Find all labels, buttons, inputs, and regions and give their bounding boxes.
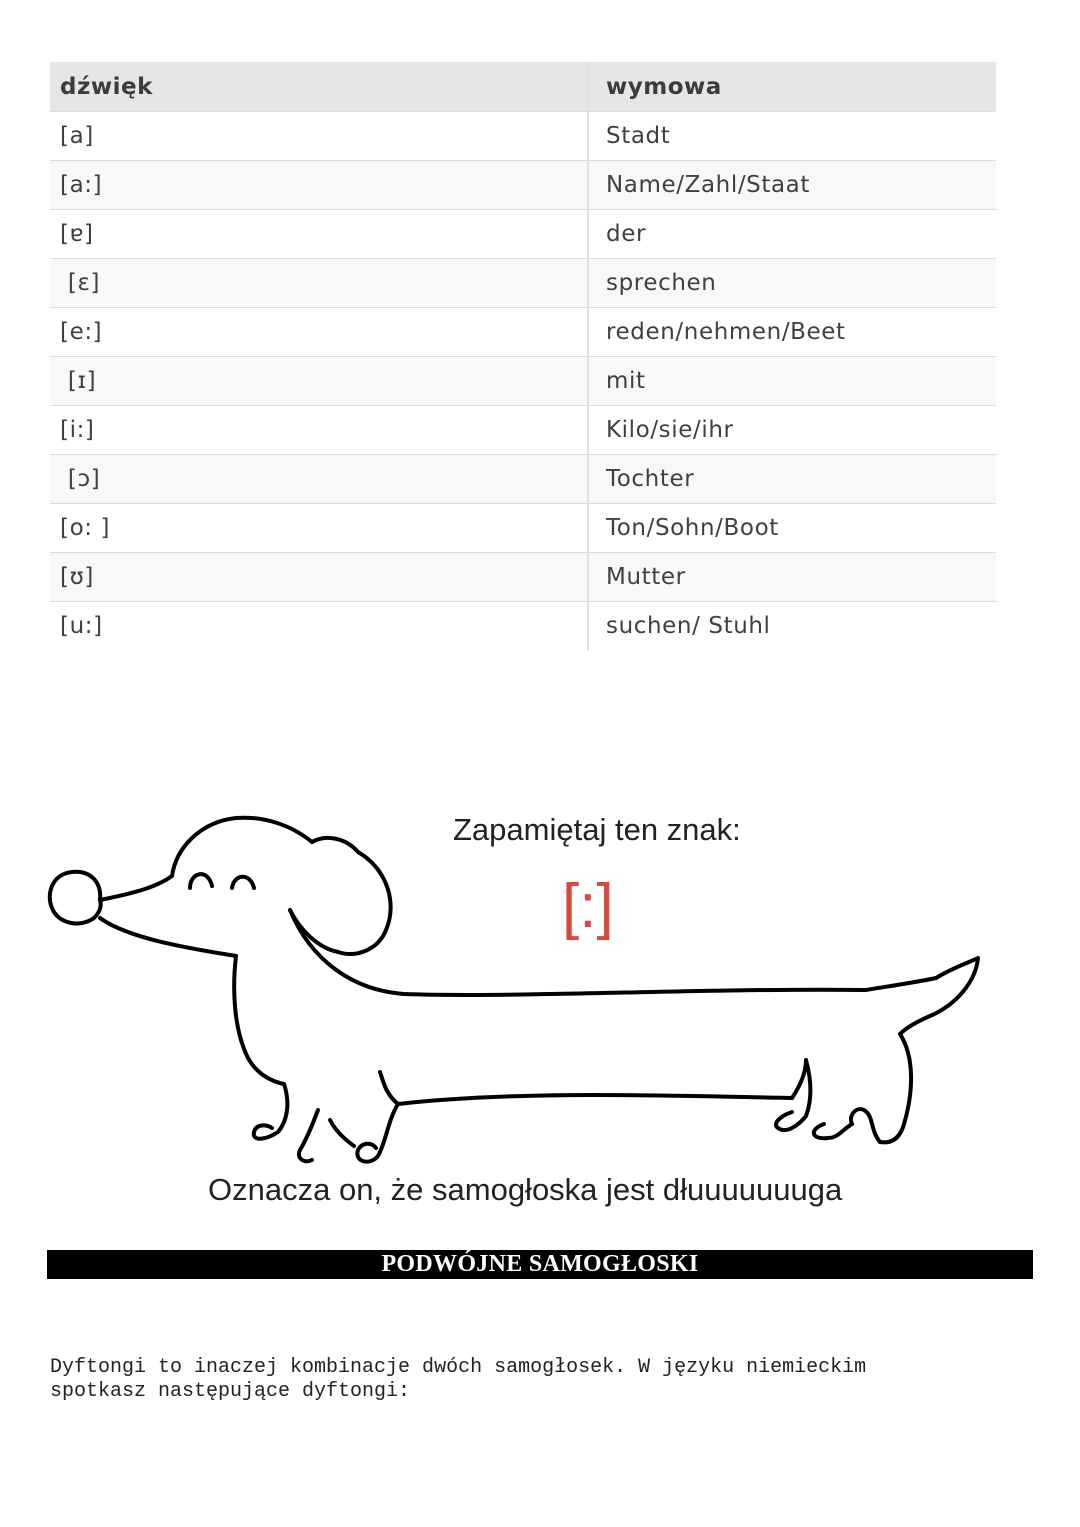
table-row <box>50 504 996 553</box>
table-row <box>50 112 996 161</box>
pronunciation-cell: mit <box>588 357 996 406</box>
pronunciation-cell: Tochter <box>588 455 996 504</box>
sign-meaning-text: Oznacza on, że samogłoska jest dłuuuuuuuga <box>208 1172 843 1207</box>
table-row <box>50 602 996 651</box>
column-header-sound: dźwięk <box>50 62 588 112</box>
pronunciation-cell: Stadt <box>588 112 996 161</box>
pronunciation-cell: suchen/ Stuhl <box>588 602 996 651</box>
table-row <box>50 406 996 455</box>
table-row <box>50 210 996 259</box>
pronunciation-cell: sprechen <box>588 259 996 308</box>
sound-cell: [ɔ] <box>50 455 588 504</box>
pronunciation-cell: Kilo/sie/ihr <box>588 406 996 455</box>
pronunciation-cell: Mutter <box>588 553 996 602</box>
dachshund-drawing-icon <box>0 790 1080 1230</box>
sound-cell: [a:] <box>50 161 588 210</box>
table-row <box>50 161 996 210</box>
pronunciation-cell: reden/nehmen/Beet <box>588 308 996 357</box>
sound-cell: [ʊ] <box>50 553 588 602</box>
diphthong-intro-paragraph: Dyftongi to inaczej kombinacje dwóch samogłosek. W języku niemieckim spotkasz następujące dyftongi: <box>50 1356 867 1403</box>
table-row <box>50 259 996 308</box>
pronunciation-cell: Name/Zahl/Staat <box>588 161 996 210</box>
sound-cell: [ɐ] <box>50 210 588 259</box>
table-row <box>50 308 996 357</box>
remember-sign-text: Zapamiętaj ten znak: <box>453 812 741 847</box>
sound-cell: [e:] <box>50 308 588 357</box>
pronunciation-cell: der <box>588 210 996 259</box>
sound-cell: [i:] <box>50 406 588 455</box>
table-row <box>50 455 996 504</box>
vowel-table <box>50 62 996 650</box>
table-row <box>50 553 996 602</box>
sound-cell: [ɛ] <box>50 259 588 308</box>
sound-cell: [u:] <box>50 602 588 651</box>
table-row <box>50 357 996 406</box>
sound-cell: [o: ] <box>50 504 588 553</box>
column-header-pronunciation: wymowa <box>588 62 996 112</box>
sound-cell: [a] <box>50 112 588 161</box>
section-title: PODWÓJNE SAMOGŁOSKI <box>381 1251 699 1277</box>
sound-cell: [ɪ] <box>50 357 588 406</box>
long-vowel-sign: [:] <box>562 872 614 941</box>
pronunciation-cell: Ton/Sohn/Boot <box>588 504 996 553</box>
table-header-row <box>50 62 996 112</box>
section-banner <box>47 1250 1033 1279</box>
